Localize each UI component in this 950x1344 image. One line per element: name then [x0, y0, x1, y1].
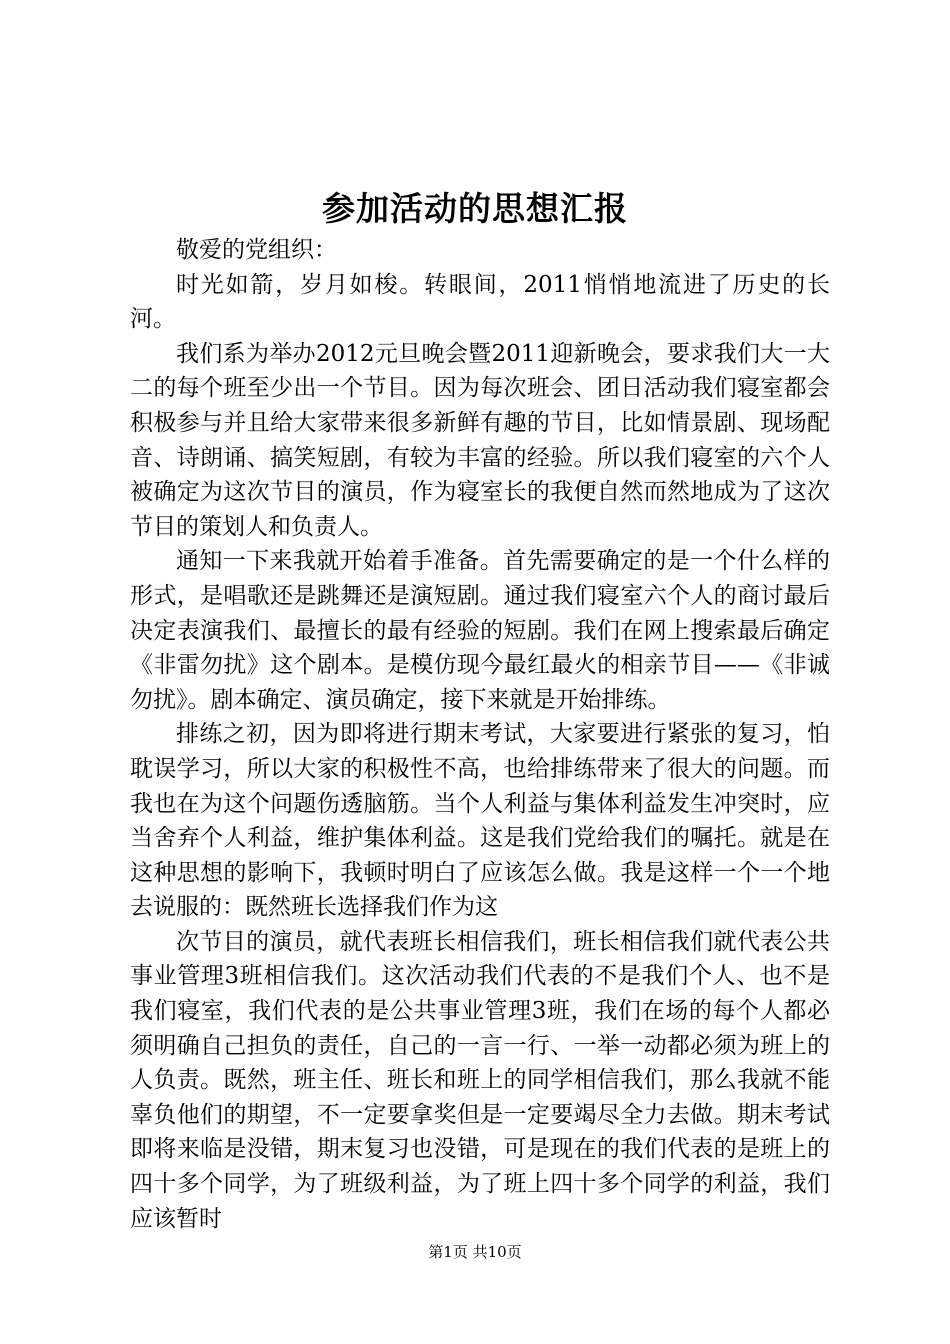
paragraph: 通知一下来我就开始着手准备。首先需要确定的是一个什么样的形式，是唱歌还是跳舞还是演短剧。通过我们寝室六个人的商讨最后决定表演我们、最擅长的最有经验的短剧。我们在网上搜索最后确定《非雷勿扰》这个剧本。是模仿现今最红最火的相亲节目——《非诚勿扰》。剧本确定、演员确定，接下来就是开始排练。 [130, 548, 830, 713]
document-body [130, 233, 830, 1236]
paragraph: 时光如箭，岁月如梭。转眼间，2011悄悄地流进了历史的长河。 [130, 271, 830, 333]
paragraph: 次节目的演员，就代表班长相信我们，班长相信我们就代表公共事业管理3班相信我们。这次活动我们代表的不是我们个人、也不是我们寝室，我们代表的是公共事业管理3班，我们在场的每个人都必须明确自己担负的责任，自己的一言一行、一举一动都必须为班上的人负责。既然，班主任、班长和班上的同学相信我们，那么我就不能辜负他们的期望，不一定要拿奖但是一定要竭尽全力去做。期末考试即将来临是没错，期末复习也没错，可是现在的我们代表的是班上的四十多个同学，为了班级利益，为了班上四十多个同学的利益，我们应该暂时 [130, 928, 830, 1232]
paragraph: 我们系为举办2012元旦晚会暨2011迎新晚会，要求我们大一大二的每个班至少出一个节目。因为每次班会、团日活动我们寝室都会积极参与并且给大家带来很多新鲜有趣的节目，比如情景剧、现场配音、诗朗诵、搞笑短剧，有较为丰富的经验。所以我们寝室的六个人被确定为这次节目的演员，作为寝室长的我便自然而然地成为了这次节目的策划人和负责人。 [130, 340, 830, 540]
paragraph: 排练之初，因为即将进行期末考试，大家要进行紧张的复习，怕耽误学习，所以大家的积极性不高，也给排练带来了很大的问题。而我也在为这个问题伤透脑筋。当个人利益与集体利益发生冲突时，应当舍弃个人利益，维护集体利益。这是我们党给我们的嘱托。就是在这种思想的影响下，我顿时明白了应该怎么做。我是这样一个一个地去说服的：既然班长选择我们作为这 [130, 721, 830, 921]
document-title: 参加活动的思想汇报 [322, 189, 628, 228]
salutation: 敬爱的党组织： [176, 237, 337, 263]
page-number-footer: 第1页 共10页 [428, 1243, 522, 1261]
